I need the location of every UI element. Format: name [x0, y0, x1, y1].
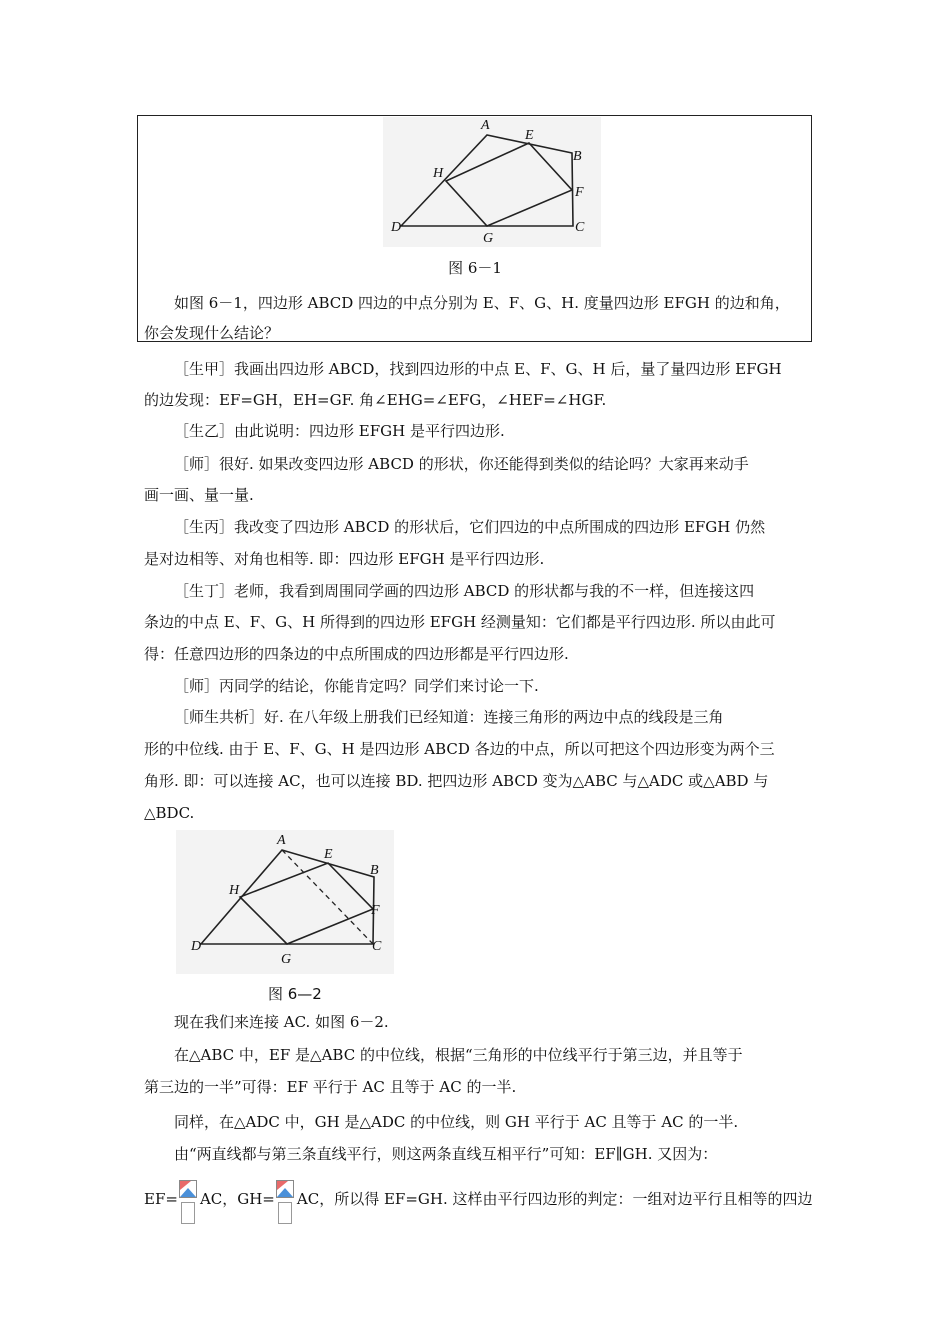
label-h: H — [433, 166, 444, 181]
label-b: B — [370, 863, 379, 878]
broken-image-icon — [276, 1180, 296, 1224]
label-f: F — [371, 903, 380, 918]
paragraph-line: 同样，在△ADC 中，GH 是△ADC 的中位线，则 GH 平行于 AC 且等于 AC 的一半. — [174, 1113, 739, 1131]
text-segment: AC，GH= — [199, 1190, 275, 1208]
text-segment: EF= — [144, 1190, 178, 1208]
paragraph-line: 得：任意四边形的四条边的中点所围成的四边形都是平行四边形. — [144, 645, 569, 663]
label-c: C — [575, 220, 585, 235]
label-a: A — [481, 118, 490, 133]
label-h: H — [229, 883, 240, 898]
label-g: G — [281, 952, 292, 967]
broken-image-icon — [179, 1180, 199, 1224]
paragraph-line: ［师］丙同学的结论，你能肯定吗？同学们来讨论一下. — [174, 677, 539, 695]
label-d: D — [391, 220, 402, 235]
label-g: G — [483, 231, 494, 246]
paragraph-line: ［师］很好. 如果改变四边形 ABCD 的形状，你还能得到类似的结论吗？大家再来动手 — [174, 455, 749, 473]
label-e: E — [525, 128, 534, 143]
label-e: E — [324, 847, 333, 862]
box-text-line: 如图 6－1，四边形 ABCD 四边的中点分别为 E、F、G、H. 度量四边形 EFGH 的边和角， — [174, 294, 790, 312]
paragraph-line: 现在我们来连接 AC. 如图 6－2. — [174, 1013, 389, 1031]
paragraph-line: 在△ABC 中，EF 是△ABC 的中位线，根据“三角形的中位线平行于第三边，并且等于 — [174, 1046, 743, 1064]
paragraph-line: ［生甲］我画出四边形 ABCD，找到四边形的中点 E、F、G、H 后，量了量四边形 EFGH — [174, 360, 782, 378]
paragraph-line: 条边的中点 E、F、G、H 所得到的四边形 EFGH 经测量知：它们都是平行四边形. 所以由此可 — [144, 613, 776, 631]
paragraph-line: 的边发现：EF=GH，EH=GF. 角∠EHG=∠EFG，∠HEF=∠HGF. — [144, 391, 607, 409]
figure-6-1 — [383, 117, 601, 247]
box-text-line: 你会发现什么结论？ — [144, 324, 280, 342]
paragraph-line: 由“两直线都与第三条直线平行，则这两条直线互相平行”可知：EF∥GH. 又因为： — [174, 1145, 718, 1163]
paragraph-line: ［生丙］我改变了四边形 ABCD 的形状后，它们四边的中点所围成的四边形 EFGH 仍然 — [174, 518, 766, 536]
text-segment: AC，所以得 EF=GH. 这样由平行四边形的判定：一组对边平行且相等的四边 — [296, 1190, 813, 1208]
figure-6-1-caption: 图 6－1 — [448, 259, 502, 277]
paragraph-line: 第三边的一半”可得：EF 平行于 AC 且等于 AC 的一半. — [144, 1078, 517, 1096]
figure-6-2 — [176, 830, 394, 974]
paragraph-line: 画一画、量一量. — [144, 486, 254, 504]
figure-6-2-caption: 图 6—2 — [268, 985, 322, 1003]
label-a: A — [277, 833, 286, 848]
label-f: F — [575, 185, 584, 200]
label-c: C — [372, 939, 382, 954]
paragraph-line: ［师生共析］好. 在八年级上册我们已经知道：连接三角形的两边中点的线段是三角 — [174, 708, 724, 726]
label-d: D — [191, 939, 202, 954]
paragraph-line: ［生乙］由此说明：四边形 EFGH 是平行四边形. — [174, 422, 505, 440]
paragraph-line: △BDC. — [144, 804, 195, 822]
label-b: B — [573, 149, 582, 164]
paragraph-line — [144, 1180, 813, 1224]
paragraph-line: 是对边相等、对角也相等. 即：四边形 EFGH 是平行四边形. — [144, 550, 545, 568]
paragraph-line: 形的中位线. 由于 E、F、G、H 是四边形 ABCD 各边的中点，所以可把这个四边形变为两个三 — [144, 740, 775, 758]
paragraph-line: ［生丁］老师，我看到周围同学画的四边形 ABCD 的形状都与我的不一样，但连接这四 — [174, 582, 755, 600]
paragraph-line: 角形. 即：可以连接 AC，也可以连接 BD. 把四边形 ABCD 变为△ABC 与△ADC 或△ABD 与 — [144, 772, 769, 790]
